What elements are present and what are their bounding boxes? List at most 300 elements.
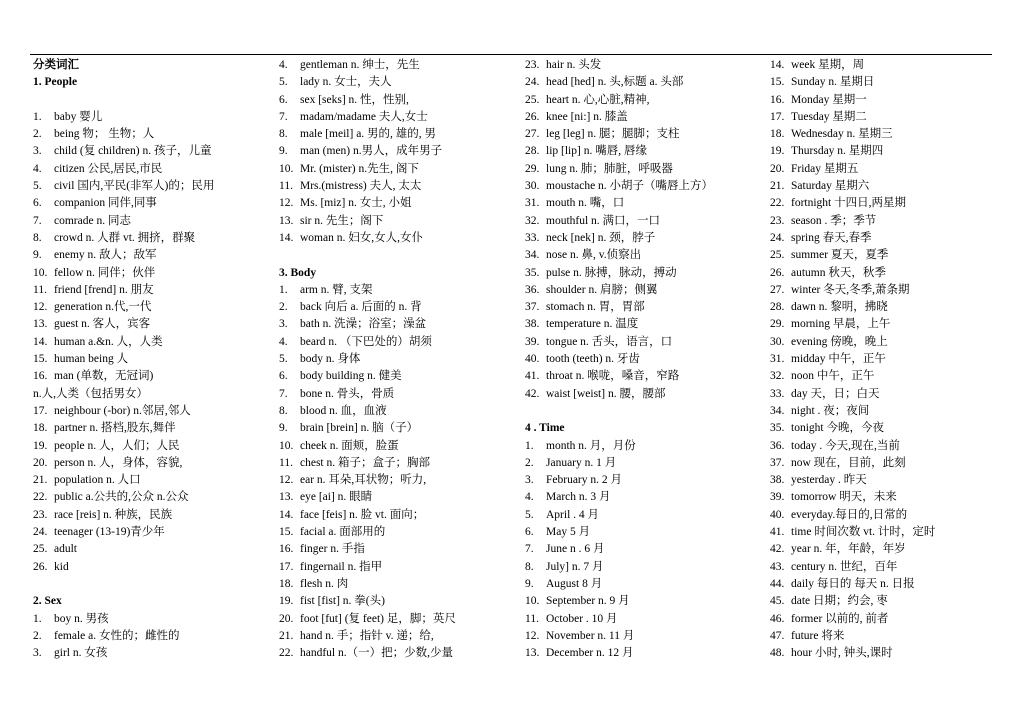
vocab-item [525,524,763,541]
vocab-item [770,420,995,437]
item-text: girl n. 女孩 [54,647,108,660]
vocab-item [279,611,517,628]
item-number: 15. [33,353,48,366]
item-text: day 天，日；白天 [791,387,880,400]
item-text: citizen 公民,居民,市民 [54,162,163,175]
item-number: 11. [279,456,293,469]
item-text: heart n. 心,心脏,精神, [546,93,650,106]
vocab-item [525,265,763,282]
item-text: month n. 月，月份 [546,439,636,452]
vocab-item [770,213,995,230]
item-number: 31. [525,197,540,210]
vocab-item [279,455,517,472]
item-text: ear n. 耳朵,耳状物；听力, [300,474,427,487]
column-1 [33,57,271,662]
item-text: baby 婴儿 [54,110,103,123]
item-text: population n. 人口 [54,474,141,487]
item-number: 6. [279,93,288,106]
item-number: 21. [279,629,294,642]
item-number: 12. [525,629,540,642]
vocab-item [525,386,763,403]
vocab-item [33,282,271,299]
item-number: 9. [33,249,42,262]
item-number: 18. [770,128,785,141]
item-number: 41. [525,370,540,383]
item-text: handful n.（一）把；少数,少量 [300,647,454,660]
item-text: being 物； 生物；人 [54,128,155,141]
item-text: night . 夜；夜间 [791,404,870,417]
item-number: 3. [279,318,288,331]
continuation-line: n.人,人类（包括男女） [33,387,148,400]
vocab-item [33,109,271,126]
vocab-item [33,455,271,472]
item-number: 33. [525,231,540,244]
item-text: Ms. [miz] n. 女士, 小姐 [300,197,412,210]
item-text: face [feis] n. 脸 vt. 面向； [300,508,425,521]
item-number: 17. [33,404,48,417]
item-number: 32. [770,370,785,383]
vocab-item [770,403,995,420]
vocab-item [770,541,995,558]
item-number: 24. [33,526,48,539]
item-text: hand n. 手；指针 v. 递；给, [300,629,434,642]
vocab-item [770,316,995,333]
column-3 [525,57,763,662]
item-text: future 将来 [791,629,845,642]
item-number: 42. [525,387,540,400]
item-number: 30. [770,335,785,348]
item-number: 3. [525,474,534,487]
item-text: Tuesday 星期二 [791,110,867,123]
vocab-item [525,282,763,299]
vocab-item [279,541,517,558]
vocab-item [525,247,763,264]
item-number: 39. [525,335,540,348]
vocab-item [33,438,271,455]
item-number: 3. [33,145,42,158]
blank-line [33,92,271,109]
vocab-item [770,126,995,143]
item-text: October . 10 月 [546,612,618,625]
vocab-item [279,334,517,351]
vocab-item [525,92,763,109]
item-text: boy n. 男孩 [54,612,109,625]
vocab-item [770,247,995,264]
section-heading: 3. Body [279,266,317,279]
item-text: mouth n. 嘴，口 [546,197,625,210]
item-number: 28. [770,301,785,314]
item-number: 23. [770,214,785,227]
item-text: spring 春天,春季 [791,231,872,244]
vocab-item [770,645,995,662]
vocab-item [770,57,995,74]
item-number: 19. [770,145,785,158]
item-number: 24. [770,231,785,244]
item-text: neighbour (-bor) n.邻居,邻人 [54,404,191,417]
item-number: 14. [279,231,294,244]
vocab-item [33,247,271,264]
item-text: fist [fist] n. 拳(头) [300,595,385,608]
item-text: leg [leg] n. 腿；腿脚；支柱 [546,128,680,141]
item-number: 7. [525,543,534,556]
vocab-item [279,351,517,368]
vocab-item [770,576,995,593]
vocab-item [33,334,271,351]
item-text: today . 今天,现在,当前 [791,439,900,452]
item-number: 29. [525,162,540,175]
vocab-item [33,213,271,230]
item-text: lady n. 女士，夫人 [300,76,392,89]
item-text: Wednesday n. 星期三 [791,128,893,141]
item-number: 9. [525,577,534,590]
item-text: tomorrow 明天，未来 [791,491,897,504]
vocab-item [525,126,763,143]
item-text: race [reis] n. 种族，民族 [54,508,173,521]
item-number: 22. [279,647,294,660]
item-number: 9. [279,145,288,158]
item-text: tongue n. 舌头，语言，口 [546,335,673,348]
item-text: civil 国内,平民(非军人)的；民用 [54,180,215,193]
item-text: adult [54,543,77,556]
vocab-item [770,230,995,247]
item-text: November n. 11 月 [546,629,635,642]
item-number: 29. [770,318,785,331]
column-4 [770,57,995,662]
vocab-item [33,143,271,160]
vocab-item [770,386,995,403]
item-number: 13. [279,491,294,504]
vocab-item [279,143,517,160]
vocab-item [33,195,271,212]
item-text: partner n. 搭档,股东,舞伴 [54,422,176,435]
vocab-item [525,368,763,385]
item-number: 18. [279,577,294,590]
item-number: 1. [33,612,42,625]
item-text: date 日期；约会, 枣 [791,595,888,608]
item-text: temperature n. 温度 [546,318,639,331]
item-number: 2. [33,128,42,141]
item-number: 7. [279,387,288,400]
item-number: 11. [279,180,293,193]
item-number: 25. [33,543,48,556]
vocab-item [770,628,995,645]
item-number: 38. [525,318,540,331]
item-number: 1. [33,110,42,123]
item-number: 37. [525,301,540,314]
item-number: 41. [770,526,785,539]
item-number: 19. [279,595,294,608]
item-text: guest n. 客人，宾客 [54,318,151,331]
item-number: 11. [525,612,539,625]
item-number: 25. [770,249,785,262]
item-number: 8. [525,560,534,573]
item-number: 6. [33,197,42,210]
item-number: 37. [770,456,785,469]
item-text: June n . 6 月 [546,543,605,556]
item-text: generation n.代,一代 [54,301,152,314]
item-number: 12. [33,301,48,314]
vocab-item [279,195,517,212]
item-text: morning 早晨，上午 [791,318,891,331]
item-text: tooth (teeth) n. 牙齿 [546,353,640,366]
item-text: evening 傍晚，晚上 [791,335,888,348]
vocab-item [525,507,763,524]
item-number: 21. [33,474,48,487]
vocab-item [279,57,517,74]
vocab-item [279,489,517,506]
item-text: man (单数，无冠词) [54,370,154,383]
item-text: lung n. 肺；肺脏，呼吸器 [546,162,673,175]
item-text: week 星期，周 [791,59,865,71]
item-text: midday 中午，正午 [791,353,886,366]
vocab-item [525,611,763,628]
vocab-item [770,92,995,109]
vocab-item [279,593,517,610]
item-number: 2. [279,301,288,314]
vocab-item [525,576,763,593]
item-text: brain [brein] n. 脑（子） [300,422,419,435]
item-number: 21. [770,180,785,193]
item-number: 20. [279,612,294,625]
item-number: 1. [525,439,534,452]
item-number: 20. [770,162,785,175]
vocab-item [525,109,763,126]
item-number: 3. [33,647,42,660]
vocab-item [279,178,517,195]
vocab-item [525,645,763,662]
vocab-item [279,126,517,143]
vocab-item [33,368,271,385]
vocab-item [279,213,517,230]
item-number: 4. [525,491,534,504]
vocab-item [770,611,995,628]
item-text: moustache n. 小胡子（嘴唇上方） [546,180,714,193]
item-text: public a.公共的,公众 n.公众 [54,491,189,504]
vocab-item [525,438,763,455]
item-number: 14. [33,335,48,348]
vocab-item [770,143,995,160]
item-text: Sunday n. 星期日 [791,76,875,89]
item-text: beard n. （下巴处的）胡须 [300,335,432,348]
blank-line [33,576,271,593]
item-text: Monday 星期一 [791,93,867,106]
item-text: December n. 12 月 [546,647,634,660]
vocab-item [279,628,517,645]
item-text: crowd n. 人群 vt. 拥挤，群聚 [54,231,196,244]
item-text: August 8 月 [546,577,603,590]
item-text: comrade n. 同志 [54,214,131,227]
item-number: 47. [770,629,785,642]
item-text: Mrs.(mistress) 夫人, 太太 [300,180,422,193]
item-number: 13. [33,318,48,331]
vocab-item [279,524,517,541]
vocab-item [525,455,763,472]
item-number: 10. [279,439,294,452]
vocab-item [279,161,517,178]
item-number: 28. [525,145,540,158]
vocab-item [770,455,995,472]
vocab-item [770,195,995,212]
vocab-item [279,438,517,455]
item-text: sir n. 先生；阁下 [300,214,384,227]
item-text: back 向后 a. 后面的 n. 背 [300,301,422,314]
item-number: 23. [525,59,540,71]
item-number: 7. [33,214,42,227]
item-number: 15. [279,526,294,539]
item-text: waist [weist] n. 腰，腰部 [546,387,666,400]
vocab-item [279,403,517,420]
vocab-item [525,593,763,610]
vocab-item [33,230,271,247]
vocab-item [525,628,763,645]
vocab-item [770,351,995,368]
item-text: Saturday 星期六 [791,180,870,193]
item-text: bath n. 洗澡；浴室；澡盆 [300,318,427,331]
item-number: 5. [33,180,42,193]
vocab-item [33,351,271,368]
vocab-item [770,161,995,178]
item-text: lip [lip] n. 嘴唇, 唇缘 [546,145,647,158]
vocab-item [33,611,271,628]
vocab-item [770,489,995,506]
item-number: 40. [525,353,540,366]
item-number: 2. [525,456,534,469]
vocab-item [770,74,995,91]
vocab-item [770,299,995,316]
item-text: yesterday . 昨天 [791,474,867,487]
vocab-item [770,559,995,576]
item-number: 35. [770,422,785,435]
vocab-item [33,316,271,333]
vocab-item [525,334,763,351]
item-text: blood n. 血，血液 [300,404,387,417]
item-number: 26. [525,110,540,123]
item-number: 26. [770,266,785,279]
item-text: fortnight 十四日,两星期 [791,197,906,210]
item-text: finger n. 手指 [300,543,365,556]
item-number: 7. [279,110,288,123]
item-number: 35. [525,266,540,279]
item-number: 44. [770,577,785,590]
vocab-item [525,74,763,91]
item-number: 10. [525,595,540,608]
item-text: noon 中午，正午 [791,370,875,383]
item-text: Mr. (mister) n.先生, 阁下 [300,162,419,175]
blank-line [525,403,763,420]
item-text: fellow n. 同伴；伙伴 [54,266,156,279]
item-text: throat n. 喉咙，嗓音，窄路 [546,370,680,383]
column-2 [279,57,517,662]
vocab-item [279,386,517,403]
item-number: 34. [525,249,540,262]
top-rule [30,54,992,55]
item-text: July] n. 7 月 [546,560,604,573]
item-text: friend [frend] n. 朋友 [54,283,154,296]
item-text: Friday 星期五 [791,162,859,175]
item-text: Thursday n. 星期四 [791,145,884,158]
item-text: fingernail n. 指甲 [300,560,383,573]
item-text: former 以前的, 前者 [791,612,889,625]
vocab-item [33,559,271,576]
item-text: enemy n. 敌人；敌军 [54,249,157,262]
item-number: 8. [279,128,288,141]
vocab-item [279,230,517,247]
item-number: 14. [279,508,294,521]
vocab-item [770,109,995,126]
item-number: 11. [33,283,47,296]
item-number: 38. [770,474,785,487]
item-text: April . 4 月 [546,508,600,521]
vocab-item [279,420,517,437]
item-text: woman n. 妇女,女人,女仆 [300,231,423,244]
item-number: 10. [279,162,294,175]
item-text: tonight 今晚，今夜 [791,422,884,435]
vocab-item [525,195,763,212]
item-text: arm n. 臂, 支架 [300,283,373,296]
item-number: 34. [770,404,785,417]
item-number: 46. [770,612,785,625]
item-text: shoulder n. 肩膀；侧翼 [546,283,658,296]
item-text: child (复 children) n. 孩子，儿童 [54,145,212,158]
vocab-item [279,559,517,576]
vocab-item [525,178,763,195]
vocab-item [279,109,517,126]
item-text: February n. 2 月 [546,474,623,487]
item-text: now 现在，目前，此刻 [791,456,906,469]
item-text: season . 季；季节 [791,214,877,227]
vocab-item [279,368,517,385]
vocab-item [770,507,995,524]
section-heading: 4 . Time [525,422,565,435]
item-number: 27. [770,283,785,296]
vocab-item [33,161,271,178]
vocab-item [279,92,517,109]
vocab-item [770,334,995,351]
vocab-item [33,628,271,645]
item-text: madam/madame 夫人,女士 [300,110,428,123]
item-number: 25. [525,93,540,106]
vocab-item [33,507,271,524]
section-heading: 2. Sex [33,595,62,608]
item-number: 13. [279,214,294,227]
item-number: 13. [525,647,540,660]
vocab-item [33,472,271,489]
item-number: 36. [525,283,540,296]
item-number: 8. [279,404,288,417]
item-number: 18. [33,422,48,435]
item-text: man (men) n.男人，成年男子 [300,145,443,158]
item-number: 22. [33,491,48,504]
item-number: 42. [770,543,785,556]
item-text: nose n. 鼻, v.侦察出 [546,249,642,262]
item-text: body building n. 健美 [300,370,402,383]
item-number: 4. [33,162,42,175]
vocab-item [525,559,763,576]
item-number: 16. [279,543,294,556]
item-text: bone n. 骨头，骨质 [300,387,395,400]
item-text: gentleman n. 绅士，先生 [300,59,420,71]
item-text: hour 小时, 钟头,课时 [791,647,893,660]
vocab-item [770,472,995,489]
item-text: flesh n. 肉 [300,577,349,590]
vocab-item [33,299,271,316]
vocab-item [525,213,763,230]
vocab-item [525,57,763,74]
item-number: 27. [525,128,540,141]
item-text: year n. 年，年龄，年岁 [791,543,906,556]
item-number: 17. [279,560,294,573]
item-number: 8. [33,231,42,244]
